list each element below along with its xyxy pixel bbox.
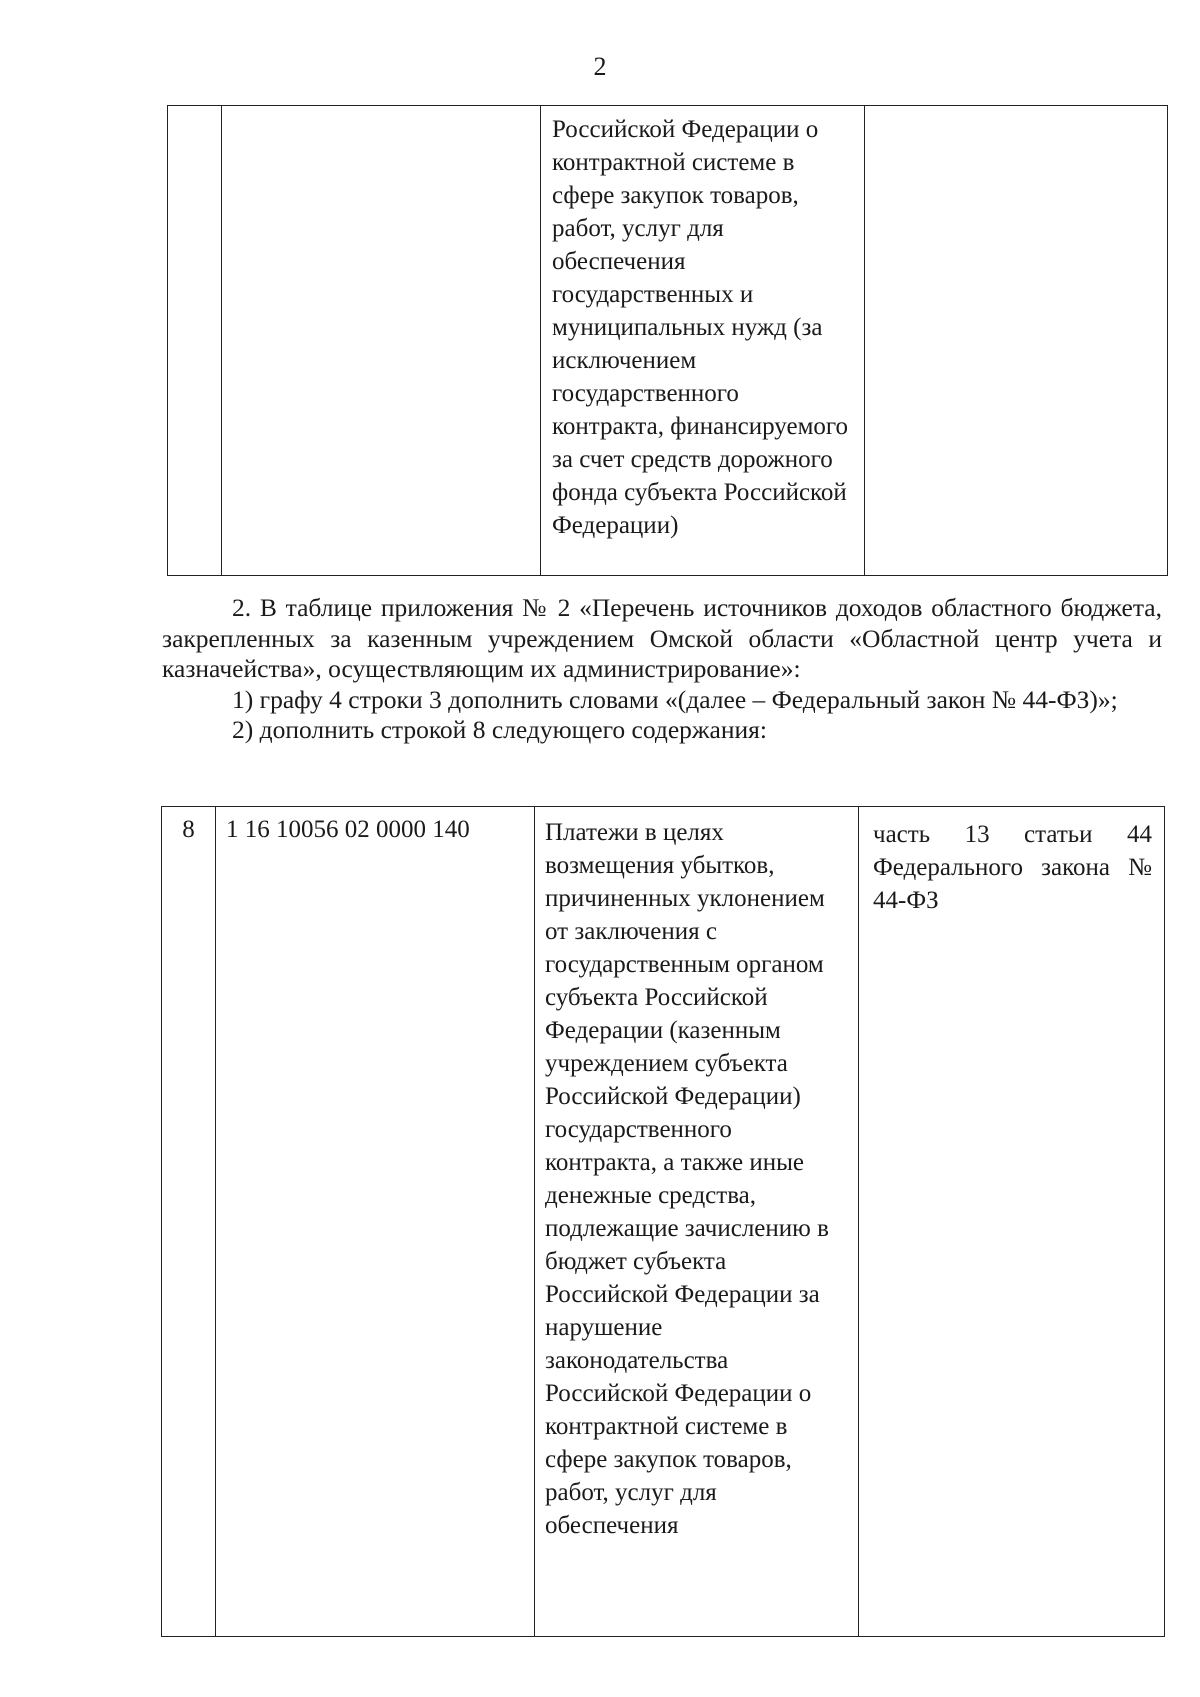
table-cell-legal-basis	[865, 106, 1168, 576]
table-cell-number: 8	[162, 807, 216, 1637]
paragraph-item-2: 2) дополнить строкой 8 следующего содержания:	[232, 715, 767, 744]
amendment-text	[162, 593, 1162, 746]
table-row	[168, 106, 1168, 576]
table-cell-legal-basis: часть 13 статьи 44 Федерального закона № 44-ФЗ	[859, 807, 1165, 1637]
table-cell-number	[168, 106, 222, 576]
table-cell-code: 1 16 10056 02 0000 140	[216, 807, 535, 1637]
table-row	[162, 807, 1165, 1637]
continued-table	[167, 105, 1168, 576]
table-cell-code	[222, 106, 541, 576]
table-cell-description: Российской Федерации о контрактной системе в сфере закупок товаров, работ, услуг для обеспечения государственных и муниципальных нужд (за исключением государственного контракта, финансируемого за счет средств дорожного фонда субъекта Российской Федерации)	[541, 106, 865, 576]
paragraph-2: 2. В таблице приложения № 2 «Перечень источников доходов областного бюджета, закрепленных за казенным учреждением Омской области «Областной центр учета и казначейства», осуществляющим их администрирование»:	[162, 593, 1162, 683]
page-number: 2	[593, 52, 607, 81]
new-row-table	[161, 806, 1165, 1637]
table-cell-description: Платежи в целях возмещения убытков, причиненных уклонением от заключения с государственным органом субъекта Российской Федерации (казенным учреждением субъекта Российской Федерации) государственного контракта, а также иные денежные средства, подлежащие зачислению в бюджет субъекта Российской Федерации за нарушение законодательства Российской Федерации о контрактной системе в сфере закупок товаров, работ, услуг для обеспечения	[535, 807, 859, 1637]
paragraph-item-1: 1) графу 4 строки 3 дополнить словами «(далее – Федеральный закон № 44-ФЗ)»;	[232, 684, 1118, 714]
